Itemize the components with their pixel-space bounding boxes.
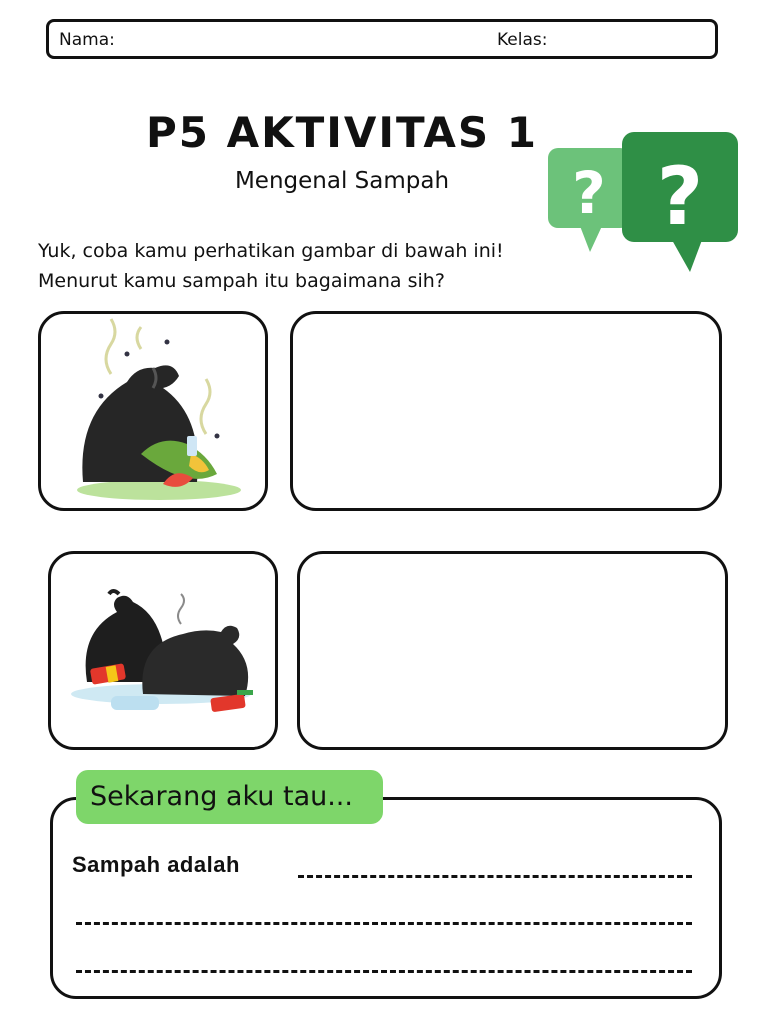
summary-box	[50, 797, 722, 999]
svg-text:?: ?	[572, 159, 606, 227]
page-subtitle: Mengenal Sampah	[234, 168, 450, 194]
summary-line-label: Sampah adalah	[72, 852, 240, 877]
answer-line-3[interactable]	[76, 970, 692, 973]
garbage-bags-pile-icon	[51, 554, 275, 747]
svg-text:?: ?	[656, 150, 704, 243]
instructions	[38, 236, 504, 296]
instruction-line-1: Yuk, coba kamu perhatikan gambar di bawah ini!	[38, 240, 504, 262]
summary-pill-label: Sekarang aku tau...	[76, 770, 383, 824]
answer-box-2[interactable]	[297, 551, 728, 750]
answer-line-2[interactable]	[76, 922, 692, 925]
page-title: P5 AKTIVITAS 1	[145, 108, 539, 157]
class-label: Kelas:	[497, 30, 548, 50]
name-class-bar	[46, 19, 718, 59]
image-box-1	[38, 311, 268, 511]
answer-box-1[interactable]	[290, 311, 722, 511]
question-bubble-large	[622, 132, 738, 272]
answer-line-1[interactable]	[298, 875, 692, 878]
garbage-bag-spilled-icon	[41, 314, 265, 508]
instruction-line-2: Menurut kamu sampah itu bagaimana sih?	[38, 270, 445, 292]
question-bubbles-icon	[544, 128, 744, 278]
question-bubble-small	[548, 148, 630, 252]
name-label: Nama:	[59, 30, 115, 50]
image-box-2	[48, 551, 278, 750]
